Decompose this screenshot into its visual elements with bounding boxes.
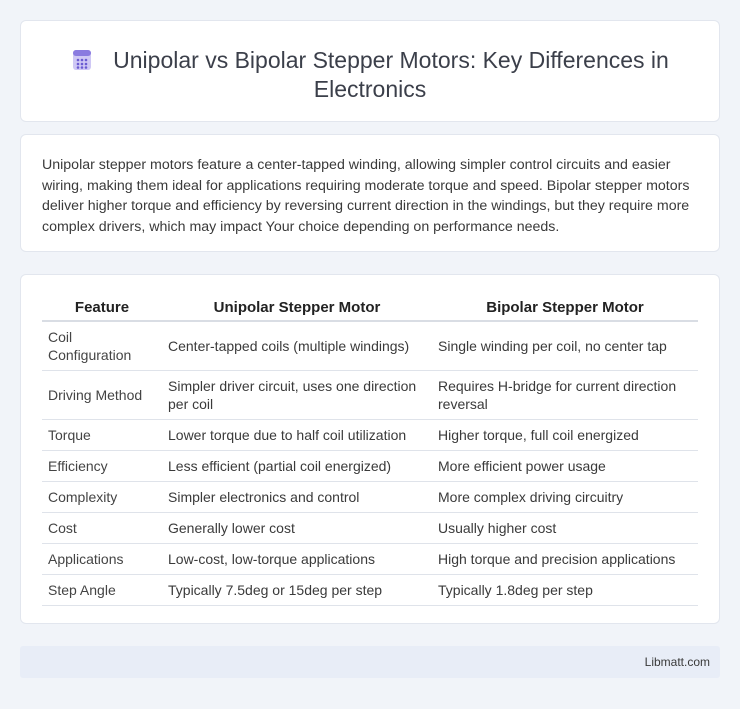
feature-cell: Applications (42, 543, 162, 574)
bipolar-cell: More complex driving circuitry (432, 481, 698, 512)
page-title (21, 46, 719, 104)
bipolar-cell: More efficient power usage (432, 450, 698, 481)
feature-cell: Coil Configuration (42, 321, 162, 370)
unipolar-cell: Generally lower cost (162, 512, 432, 543)
unipolar-cell: Simpler driver circuit, uses one direction per coil (162, 370, 432, 419)
comparison-card (20, 274, 720, 624)
header-unipolar: Unipolar Stepper Motor (162, 295, 432, 321)
intro-paragraph: Unipolar stepper motors feature a center-tapped winding, allowing simpler control circuits and easier wiring, making them ideal for applications requiring moderate torque and speed. Bipolar stepper motors deliver higher torque and efficiency by reversing current direction in the windings, but they require more complex drivers, which may impact Your choice depending on performance needs. (42, 157, 690, 235)
comparison-table (42, 295, 698, 606)
calculator-icon (71, 49, 93, 71)
feature-cell: Cost (42, 512, 162, 543)
bipolar-cell: Higher torque, full coil energized (432, 419, 698, 450)
table-row (42, 512, 698, 543)
bipolar-cell: Usually higher cost (432, 512, 698, 543)
table-row (42, 321, 698, 370)
feature-cell: Driving Method (42, 370, 162, 419)
unipolar-cell: Low-cost, low-torque applications (162, 543, 432, 574)
footer-brand-link[interactable]: Libmatt.com (644, 655, 710, 669)
unipolar-cell: Lower torque due to half coil utilization (162, 419, 432, 450)
table-row (42, 543, 698, 574)
table-header-row (42, 295, 698, 321)
table-row (42, 419, 698, 450)
unipolar-cell: Simpler electronics and control (162, 481, 432, 512)
unipolar-cell: Typically 7.5deg or 15deg per step (162, 574, 432, 605)
table-row (42, 370, 698, 419)
intro-card (20, 134, 720, 252)
title-card (20, 20, 720, 122)
bipolar-cell: High torque and precision applications (432, 543, 698, 574)
unipolar-cell: Center-tapped coils (multiple windings) (162, 321, 432, 370)
feature-cell: Step Angle (42, 574, 162, 605)
page-title-text: Unipolar vs Bipolar Stepper Motors: Key Differences in Electronics (113, 47, 669, 102)
header-bipolar: Bipolar Stepper Motor (432, 295, 698, 321)
unipolar-cell: Less efficient (partial coil energized) (162, 450, 432, 481)
feature-cell: Efficiency (42, 450, 162, 481)
header-feature: Feature (42, 295, 162, 321)
table-row (42, 450, 698, 481)
bipolar-cell: Requires H-bridge for current direction reversal (432, 370, 698, 419)
bipolar-cell: Typically 1.8deg per step (432, 574, 698, 605)
footer (20, 646, 720, 678)
table-row (42, 574, 698, 605)
feature-cell: Complexity (42, 481, 162, 512)
bipolar-cell: Single winding per coil, no center tap (432, 321, 698, 370)
table-row (42, 481, 698, 512)
feature-cell: Torque (42, 419, 162, 450)
